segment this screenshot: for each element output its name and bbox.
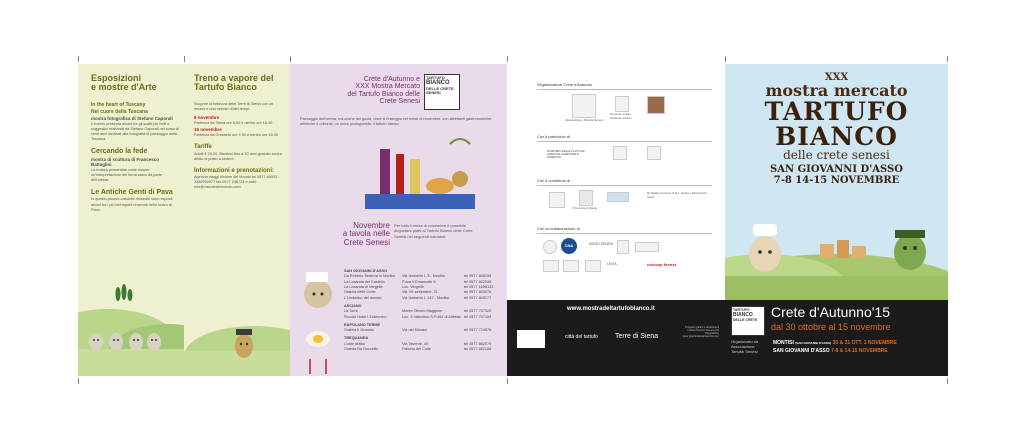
train-heading-line2: Tartufo Bianco [194,82,257,93]
cover-place: SAN GIOVANNI D'ASSO [770,164,903,176]
dog-chef-illustration [296,264,342,374]
crete-intro: Paesaggio dell'anima, ma anche del gusto, dove si festeggia nel mese di novembre, con altrettanti gastronomiche, artistiche e culturali, un unico protagonista: il tartufo bianco. [300,117,493,127]
train-heading-line1: Treno a vapore del [194,73,274,83]
panel-cover [725,64,948,376]
mascot-character [235,329,253,358]
group-place: SAN GIOVANNI D'ASSO [344,269,388,273]
crete-autunno-title: Crete d'Autunno'15 [771,304,890,320]
restaurant-group [344,323,504,334]
fede-heading: Cercando la fede [91,148,148,156]
organizer-logo [572,94,596,118]
organizer-caption: Associazione Tartufai Senesi [565,118,604,122]
crete-title-line2: XXX Mostra Mercato [355,83,420,91]
collab-logo [585,260,601,272]
crete-title-line1: Crete d'Autunno e [363,76,420,83]
restaurant-name: L'Umbelico del mondo [344,295,382,300]
restaurant-phone: tel 0577 707153 [464,314,492,319]
exhibit-body: L'evento presenta alcuni tra gli scatti più belli e suggestivi realizzati da Stefano Caporali nel corso di venti anni dedicati alla fotografia di paesaggio della Toscana. [91,121,180,142]
patron-caption: Comune di San Giovanni d'Asso [610,112,632,120]
crete-title-line3: del Tartufo Bianco delle [347,90,420,98]
restaurant-name: Piccolo Hotel L'Odennino [344,314,387,319]
restaurant-address: Via Taverne, 40 [402,341,429,346]
exhibitions-heading-line2: e mostre d'Arte [91,82,157,93]
restaurant-name: Da Roberto Taverna in Montisi [344,274,396,279]
exhibitions-heading-line1: Esposizioni [91,73,142,83]
terre-siena-logo: Terre di Siena [615,333,659,340]
panel-sponsors [507,64,725,376]
chef-dog-character [749,224,781,272]
hills-illustration [184,296,290,376]
contrib1-caption: Provincia di Siena [573,206,598,210]
cna-logo: CNA [561,238,577,254]
restaurant-name: La Torre [344,309,358,314]
restaurant-group [344,336,504,352]
restaurant-address: Via dei Monaci [402,328,427,333]
truffle-hunter-character [894,230,926,270]
tariffe-heading: Tariffe [194,144,212,151]
restaurant-address: Via Umberto I, 147 - Montisi [402,295,449,300]
crete-title-line4: Crete Senesi [379,98,420,106]
section-organizer: Organizzatore Crete d'Autunno [537,82,593,87]
restaurant-phone: tel 0577 802939 [464,279,492,284]
restaurant-address: Monte Oliveto Maggiore [402,309,443,314]
restaurant-address: Via XX settembre, 21 [402,290,438,295]
montisi-row [773,340,897,346]
crop-mark [507,56,508,62]
cover-dates: 7-8 14-15 NOVEMBRE [773,175,900,187]
info-heading: Informazioni e prenotazioni: [194,167,275,174]
banner-line2: a tavola nelle [342,229,390,239]
collab-logo [617,240,629,254]
painting-logo [647,96,665,114]
ministry-caption: MINISTERO DELLE POLITICHE AGRICOLE ALIMENTARI E FORESTALI [547,150,585,159]
restaurant-phone: tel 0577 845177 [464,295,492,300]
restaurant-phone: tel 0577 1698133 [464,284,494,289]
fede-subtitle: mostra di scultura di Francesco Battaglini [91,156,160,167]
section-divider [537,185,712,186]
title-line3: BIANCO [775,122,898,151]
cypress-trees [116,284,133,301]
crop-mark [725,56,726,62]
banner-line3: Crete Senesi [343,237,390,247]
banner-line1: Novembre [353,221,390,230]
restaurant-address: Via Umberto I, 3 - Montisi [402,274,445,279]
expo-logo [517,330,545,348]
group-place: RAPOLANO TERME [344,322,381,327]
title-line4: delle crete senesi [783,148,890,162]
restaurant-name: Osteria Il Granaio [344,328,374,333]
restaurant-name: La Locanda del Castello [344,279,385,284]
logo-text: DELLE CRETE [426,85,454,91]
credits: Progetto grafico e illustrazioni Andrea Pinzani Stampa Arti Tipografiche www.graphicdesignloebolo.com [682,326,719,338]
sga-label: SAN GIOVANNI D'ASSO [773,348,830,354]
restaurant-phone: tel 0577 662108 [464,347,492,352]
section-collaboration: Con la collaborazione di [537,226,580,231]
restaurant-name: Osteria Da Duccetto [344,347,379,352]
logo-text: DELLE CRETE [733,318,758,323]
patron-logo [613,146,627,160]
restaurant-address: Loc. S.Valentino S.P.451 di Altesito [402,314,461,319]
crop-mark [947,378,948,384]
crop-mark [78,378,79,384]
info-body: Agenzia viaggi Visione del Mondo tel 0577 48003 - 3388992577 fax 0577 236724 e-mail: info@visionedelmondo.com [194,175,280,190]
contributor-logo [607,192,629,202]
restaurant-address: Loc. Vergelle [402,284,424,289]
panel-restaurants [290,64,507,376]
restaurant-phone: tel 0577 803076 [464,290,492,295]
train-detail-2: Partenza da Grosseto ore 9,30 e rientro ore 18,50 [194,133,279,138]
sga-dates: 7-8 & 14-15 NOVEMBRE [831,348,888,354]
crop-mark [507,378,508,384]
crop-mark [947,56,948,62]
tariffe-body: Adulti € 29,00. Bambini fino a 10 anni gratuito senza diritto di posto a sedere. [194,151,282,161]
exhibit-author: mostra fotografica di Stefano Caporali [91,115,173,121]
restaurant-group [344,269,504,301]
section-contributors: Con il contributo di [537,178,571,183]
restaurant-name: Conte Matto [344,341,365,346]
collab-logo [563,260,579,272]
pava-heading: Le Antiche Genti di Pava [91,189,173,197]
restaurant-phone: tel 0577 707022 [464,309,492,314]
tartufo-logo [424,74,460,110]
train-body: Scoprire la bellezza delle Terre di Siena con un mezzo e uno veicolo d'altri tempi. [194,101,274,111]
collab-logo [635,242,659,252]
group-place: ASCIANO [344,303,362,308]
provincia-crest [579,190,593,206]
crop-mark [78,56,79,62]
brochure-sheet [78,64,948,376]
title-line1: mostra mercato [765,81,908,100]
montisi-dates: 30 & 31 OTT. 1 NOVEMBRE [832,340,897,346]
montisi-label: MONTISI [773,340,794,346]
logo-text: TARTUFO [426,75,445,80]
restaurant-name: La Locanda di Vergelle [344,284,383,289]
date-range: dal 30 ottobre al 15 novembre [771,322,891,332]
organizer-text: Organizzato da Associazione Tartufai Senesi [731,339,759,354]
restaurant-phone: tel 0577 845159 [464,274,492,279]
restaurant-address: Fattoria del Colle [402,347,431,352]
section-divider [537,89,712,90]
hills-illustration [78,264,184,376]
patron-logo [647,146,661,160]
contributor-logo [549,192,565,208]
section-divider [537,233,712,234]
montisi-sub: (SAN GIOVANNI D'ASSO) [795,341,832,345]
contrib2-caption: Di Taddeo Antonio S.R.L. Scavi e Movimento Terra [647,191,707,199]
crop-mark [184,56,185,62]
exhibit-subtitle-it: Nel cuore della Toscana [91,108,148,115]
restaurant-phone: tel 0577 724975 [464,328,492,333]
cover-title [725,72,948,186]
logo-text: BIANCO [733,312,753,319]
exhibit-subtitle-en: In the heart of Tuscany [91,101,146,108]
citta-tartufo-logo: città del tartufo [565,334,598,340]
sponsor-footer [507,300,725,376]
panel-train [184,64,290,376]
banner-text: Per tutto il mese di novembre è possibile degustare piatti al Tartufo Bianco delle Crete Senesi nei seguenti ristoranti [394,223,473,239]
website-link[interactable]: www.mostradeltartufobianco.it [567,306,655,312]
restaurant-name: Osteria delle Crete [344,290,376,295]
sga-row [773,348,888,354]
section-divider [537,141,712,142]
group-place: TREQUANDA [344,336,369,341]
logo-text: BIANCO [426,80,450,87]
restaurant-address: P.zza V.Emanuele II [402,279,436,284]
collab-logo [543,260,559,272]
cover-footer [725,300,948,376]
panel-exhibitions [78,64,184,376]
train-detail-1: Partenza da Siena ore 8,50 e rientro ore 18,40 [194,121,273,126]
pava-body: In questo piccolo cascetto museale sono esposti alcuni tra i più bei reperti rinvenuti nello scavo di Pava. [91,197,173,212]
logo-text: SENESI [426,90,441,96]
train-date-2: 15 novembre [194,127,222,133]
edition-number: XXX [824,72,849,83]
restaurant-group [344,304,504,320]
collab-logo [543,240,557,254]
train-date-1: 8 novembre [194,115,220,121]
restaurant-phone: tel 0577 662079 [464,341,492,346]
levia-logo: LEVIA [607,262,617,266]
comune-crest [615,96,629,112]
logo-text: TARTUFO [733,308,750,312]
musei-logo: MUSEI SENESI [589,242,614,246]
crop-mark [290,56,291,62]
footer-logo [731,306,765,336]
restaurant-list [344,269,504,352]
section-patronage: Con il patrocinio di [537,134,570,139]
unicoop-logo: unicoop firenze [647,262,677,267]
food-illustration [350,134,490,214]
title-line2: TARTUFO [764,97,909,126]
fede-body: La mostra presentata vuole essere un'interpretazione del tema sacro da parte dell'artista. [91,167,163,182]
